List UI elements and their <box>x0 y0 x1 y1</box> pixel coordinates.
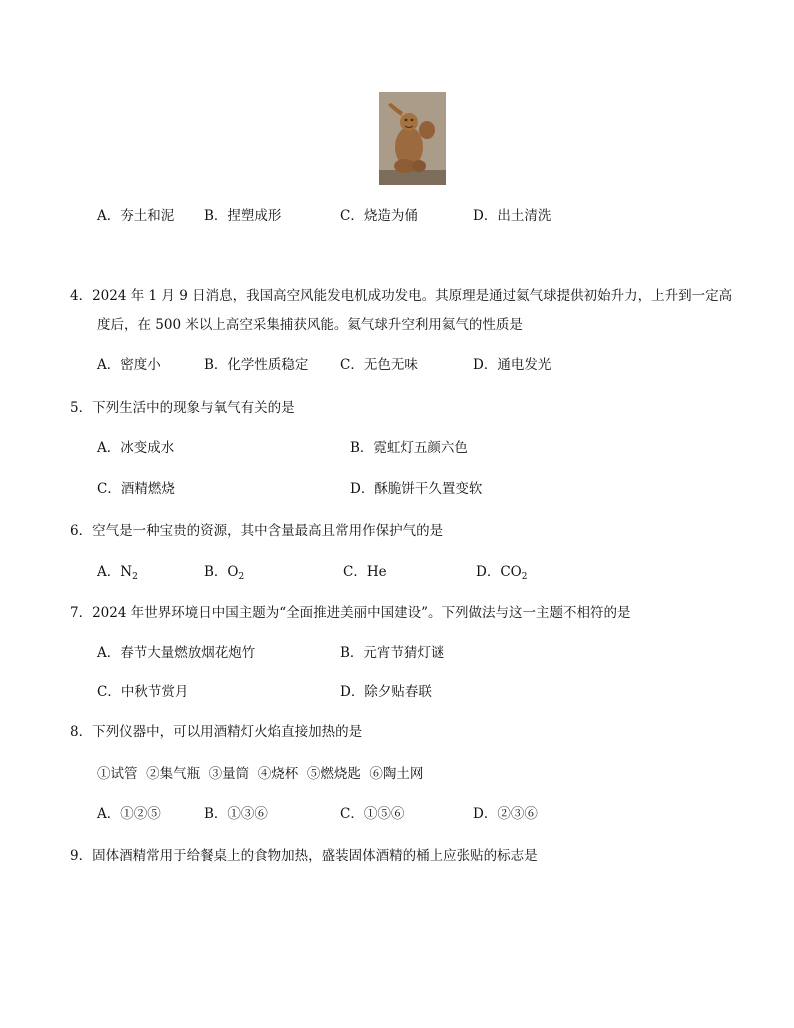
q9-stem: 9．固体酒精常用于给餐桌上的食物加热，盛装固体酒精的桶上应张贴的标志是 <box>70 848 538 864</box>
q8-items: ①试管 ②集气瓶 ③量筒 ④烧杯 ⑤燃烧匙 ⑥陶土网 <box>97 766 424 782</box>
q7-stem: 7．2024 年世界环境日中国主题为“全面推进美丽中国建设”。下列做法与这一主题不相符的是 <box>70 605 631 621</box>
q5-option-b[interactable]: B．霓虹灯五颜六色 <box>350 440 468 456</box>
q8-option-c[interactable]: C．①⑤⑥ <box>340 806 405 822</box>
q6-option-d[interactable] <box>476 563 527 581</box>
q8-option-b[interactable]: B．①③⑥ <box>204 806 268 822</box>
q8-option-a[interactable]: A．①②⑤ <box>97 806 161 822</box>
q3-option-a[interactable]: A．夯土和泥 <box>97 208 175 224</box>
q5-option-d[interactable]: D．酥脆饼干久置变软 <box>350 481 483 497</box>
q7-option-b[interactable]: B．元宵节猜灯谜 <box>340 645 445 661</box>
q5-option-a[interactable]: A．冰变成水 <box>97 440 175 456</box>
pottery-figurine-image <box>379 92 446 185</box>
q8-option-d[interactable]: D．②③⑥ <box>473 806 538 822</box>
q4-stem-line1: 4．2024 年 1 月 9 日消息，我国高空风能发电机成功发电。其原理是通过氦气球提供初始升力，上升到一定高 <box>70 288 733 304</box>
q3-option-c[interactable]: C．烧造为俑 <box>340 208 418 224</box>
q4-option-c[interactable]: C．无色无味 <box>340 357 418 373</box>
q8-stem: 8．下列仪器中，可以用酒精灯火焰直接加热的是 <box>70 724 363 740</box>
q6-option-d-text: D．CO <box>476 564 522 580</box>
q6-option-b[interactable] <box>204 563 244 581</box>
q7-option-a[interactable]: A．春节大量燃放烟花炮竹 <box>97 645 256 661</box>
q6-option-c-text: C．He <box>343 564 387 580</box>
q6-stem: 6．空气是一种宝贵的资源，其中含量最高且常用作保护气的是 <box>70 523 444 539</box>
q4-option-b[interactable]: B．化学性质稳定 <box>204 357 309 373</box>
q4-stem-line2: 度后，在 500 米以上高空采集捕获风能。氦气球升空利用氦气的性质是 <box>97 317 523 333</box>
q4-option-a[interactable]: A．密度小 <box>97 357 161 373</box>
q4-option-d[interactable]: D．通电发光 <box>473 357 552 373</box>
q5-stem: 5．下列生活中的现象与氧气有关的是 <box>70 400 295 416</box>
q6-option-c[interactable] <box>343 563 387 581</box>
q7-option-c[interactable]: C．中秋节赏月 <box>97 684 189 700</box>
q6-option-d-sub: 2 <box>521 572 528 582</box>
q6-option-b-sub: 2 <box>238 572 245 582</box>
q5-option-c[interactable]: C．酒精燃烧 <box>97 481 175 497</box>
q6-option-b-text: B．O <box>204 564 239 580</box>
q3-option-b[interactable]: B．捏塑成形 <box>204 208 282 224</box>
q3-option-d[interactable]: D．出土清洗 <box>473 208 552 224</box>
q7-option-d[interactable]: D．除夕贴春联 <box>340 684 432 700</box>
q6-option-a-text: A．N <box>97 564 133 580</box>
q6-option-a-sub: 2 <box>132 572 138 582</box>
q6-option-a[interactable] <box>97 563 138 581</box>
